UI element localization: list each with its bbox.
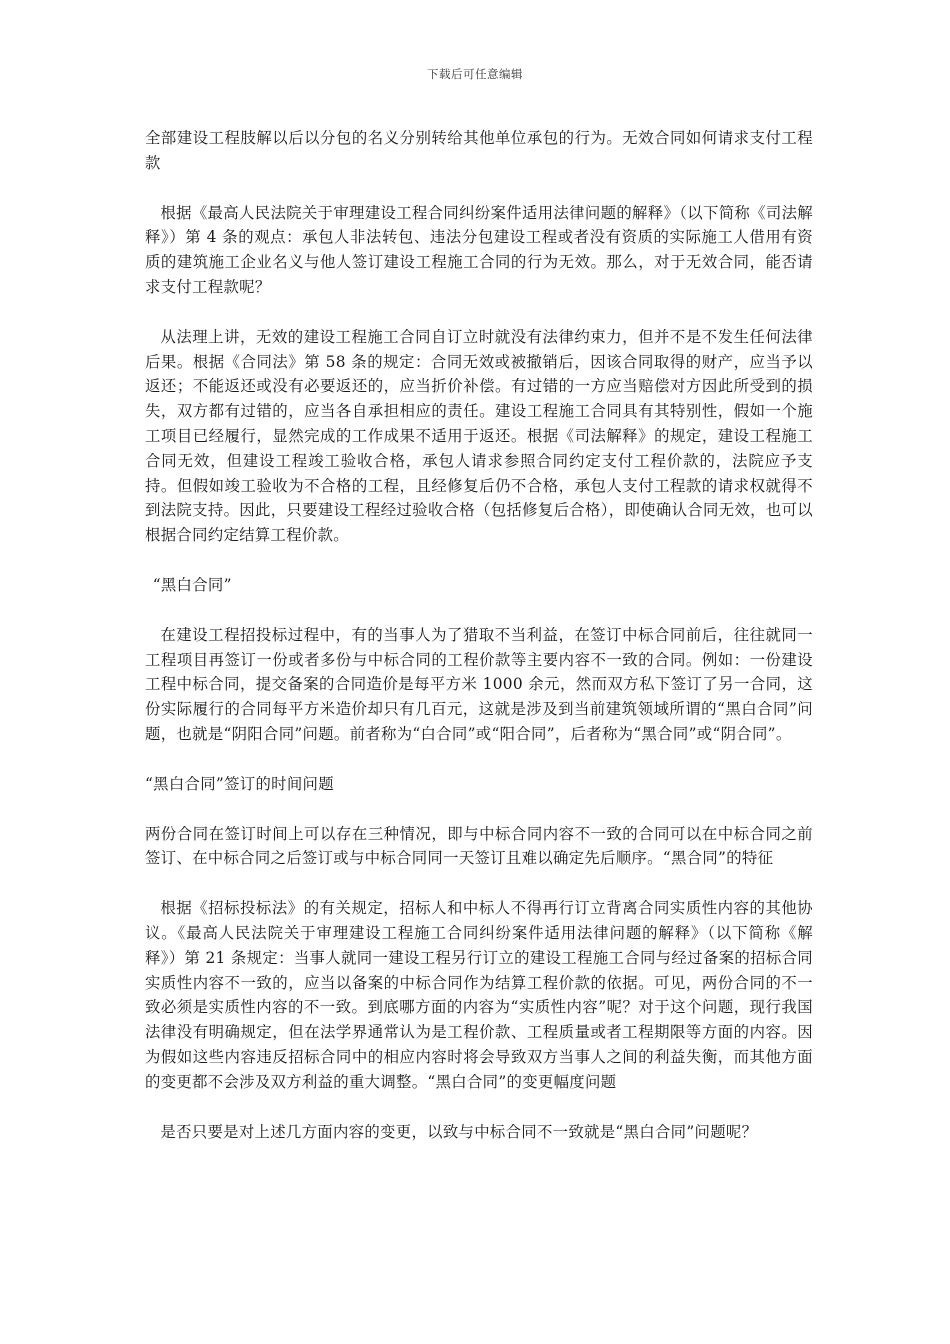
paragraph-legal-theory: 从法理上讲，无效的建设工程施工合同自订立时就没有法律约束力，但并不是不发生任何法律后果。根据《合同法》第 58 条的规定：合同无效或被撤销后，因该合同取得的财产，应当予以返还；不能返还或没有必要返还的，应当折价补偿。有过错的一方应当赔偿对方因此所受到的损失，双方都有过错的，应当各自承担相应的责任。建设工程施工合同具有其特别性，假如一个施工项目已经履行，显然完成的工作成果不适用于返还。根据《司法解释》的规定，建设工程施工合同无效，但建设工程竣工验收合格，承包人请求参照合同约定支付工程价款的，法院应予支持。但假如竣工验收为不合格的工程，且经修复后仍不合格，承包人支付工程款的请求权就得不到法院支持。因此，只要建设工程经过验收合格（包括修复后合格），即使确认合同无效，也可以根据合同约定结算工程价款。 — [145, 327, 813, 545]
paragraph-bidding-law: 根据《招标投标法》的有关规定，招标人和中标人不得再行订立背离合同实质性内容的其他协议。《最高人民法院关于审理建设工程施工合同纠纷案件适用法律问题的解释》（以下简称《解释》）第 21 条规定：当事人就同一建设工程另行订立的建设工程施工合同与经过备案的招标合同实质性内容不一致的，应当以备案的中标合同作为结算工程价款的依据。可见，两份合同的不一致必须是实质性内容的不一致。到底哪方面的内容为“实质性内容”呢？对于这个问题，现行我国法律没有明确规定，但在法学界通常认为是工程价款、工程质量或者工程期限等方面的内容。因为假如这些内容违反招标合同中的相应内容时将会导致双方当事人之间的利益失衡，而其他方面的变更都不会涉及双方利益的重大调整。“黑白合同”的变更幅度问题 — [145, 899, 813, 1091]
paragraph-bidding-process: 在建设工程招投标过程中，有的当事人为了猎取不当利益，在签订中标合同前后，往往就同一工程项目再签订一份或者多份与中标合同的工程价款等主要内容不一致的合同。例如：一份建设工程中标合同，提交备案的合同造价是每平方米 1000 余元，然而双方私下签订了另一合同，这份实际履行的合同每平方米造价却只有几百元，这就是涉及到当前建筑领域所谓的“黑白合同”问题，也就是“阴阳合同”问题。前者称为“白合同”或“阳合同”，后者称为“黑合同”或“阴合同”。 — [145, 625, 813, 743]
document-body — [145, 126, 813, 1169]
paragraph-continuation: 全部建设工程肢解以后以分包的名义分别转给其他单位承包的行为。无效合同如何请求支付工程款 — [145, 129, 813, 172]
paragraph-question: 是否只要是对上述几方面内容的变更，以致与中标合同不一致就是“黑白合同”问题呢？ — [160, 1122, 758, 1141]
section-heading-black-white-contract: “黑白合同” — [152, 575, 232, 594]
section-heading-signing-time: “黑白合同”签订的时间问题 — [145, 774, 334, 793]
paragraph-judicial-interpretation: 根据《最高人民法院关于审理建设工程合同纠纷案件适用法律问题的解释》（以下简称《司法解释》）第 4 条的观点：承包人非法转包、违法分包建设工程或者没有资质的实际施工人借用有资质的建筑施工企业名义与他人签订建设工程施工合同的行为无效。那么，对于无效合同，能否请求支付工程款呢？ — [145, 203, 813, 296]
page-header: 下载后可任意编辑 — [427, 67, 523, 81]
paragraph-signing-time: 两份合同在签订时间上可以存在三种情况，即与中标合同内容不一致的合同可以在中标合同之前签订、在中标合同之后签订或与中标合同同一天签订且难以确定先后顺序。“黑合同”的特征 — [145, 824, 813, 868]
